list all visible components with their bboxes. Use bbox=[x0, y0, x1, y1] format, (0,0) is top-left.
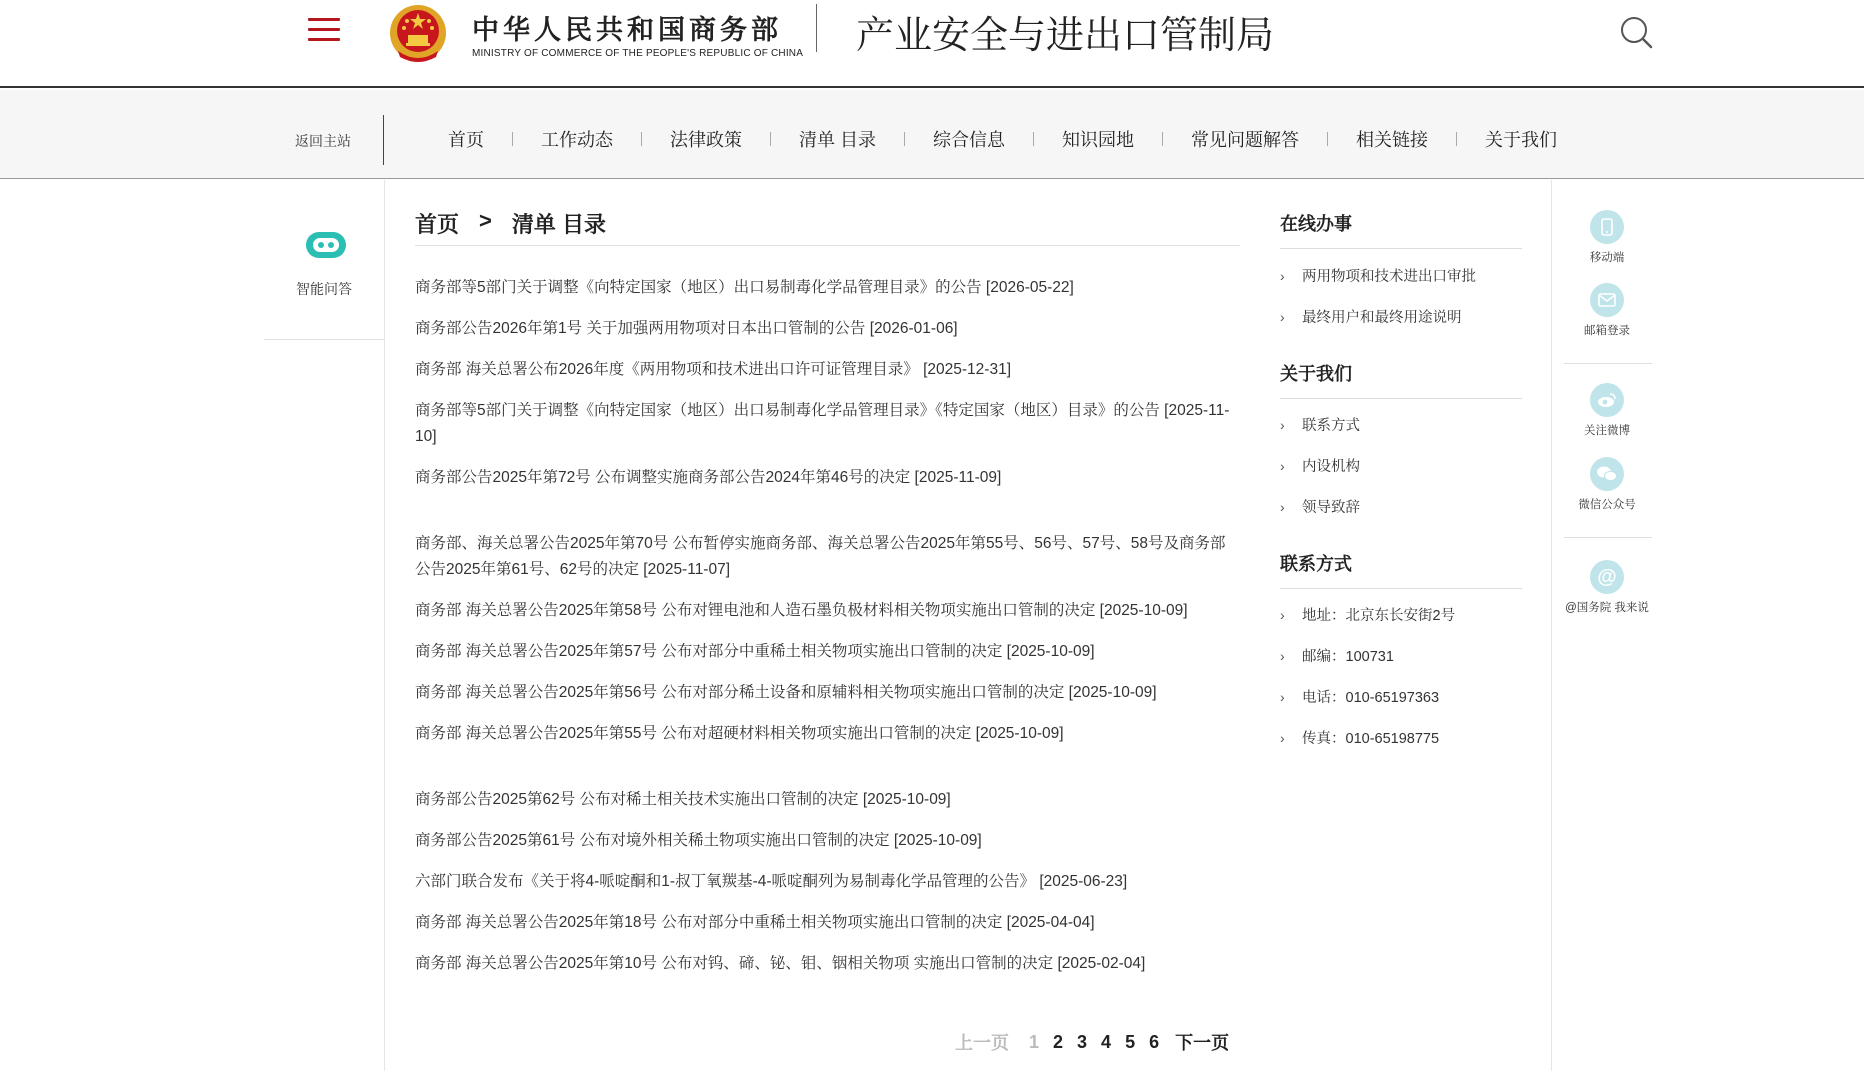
chevron-right-icon: › bbox=[1280, 458, 1285, 474]
site-header bbox=[0, 0, 1864, 88]
sidebar-title-online-services: 在线办事 bbox=[1280, 210, 1522, 249]
list-item[interactable]: 商务部公告2025年第72号 公布调整实施商务部公告2024年第46号的决定 [2025-11-09] bbox=[415, 469, 1002, 486]
list-item[interactable]: 商务部 海关总署公布2026年度《两用物项和技术进出口许可证管理目录》 [2025-12-31] bbox=[415, 361, 1011, 378]
sidebar-item-label: 最终用户和最终用途说明 bbox=[1302, 310, 1462, 326]
quick-link-separator bbox=[1564, 363, 1652, 364]
chevron-right-icon: › bbox=[1280, 648, 1285, 664]
sidebar-item-label: 电话：010-65197363 bbox=[1302, 690, 1440, 706]
list-item[interactable]: 商务部 海关总署公告2025年第10号 公布对钨、碲、铋、钼、铟相关物项 实施出口管制的决定 [2025-02-04] bbox=[415, 955, 1146, 972]
mobile-icon bbox=[1590, 210, 1624, 244]
national-emblem-icon bbox=[388, 3, 448, 65]
nav-item-about[interactable]: 关于我们 bbox=[1485, 130, 1558, 150]
sidebar-item-label: 领导致辞 bbox=[1302, 500, 1360, 516]
nav-item-links[interactable]: 相关链接 bbox=[1356, 130, 1429, 150]
nav-item-knowledge[interactable]: 知识园地 bbox=[1062, 130, 1135, 150]
chevron-right-icon: › bbox=[1280, 689, 1285, 705]
ministry-name-cn: 中华人民共和国商务部 bbox=[472, 15, 782, 46]
list-item[interactable]: 商务部等5部门关于调整《向特定国家（地区）出口易制毒化学品管理目录》《特定国家（地区）目录》的公告 [2025-11-10] bbox=[415, 402, 1230, 445]
smart-qa-label[interactable]: 智能问答 bbox=[296, 281, 352, 297]
smart-qa-panel bbox=[264, 180, 384, 340]
chevron-right-icon: › bbox=[1280, 607, 1285, 623]
quick-link-label: 移动端 bbox=[1589, 252, 1625, 264]
quick-link-mobile[interactable] bbox=[1552, 210, 1662, 265]
page-number[interactable]: 6 bbox=[1149, 1031, 1160, 1052]
chatbot-icon[interactable] bbox=[304, 230, 348, 260]
sidebar-item-label: 内设机构 bbox=[1302, 459, 1360, 475]
nav-divider bbox=[383, 115, 384, 165]
quick-link-label: 关注微博 bbox=[1584, 425, 1630, 437]
sidebar-item-dual-use-approval[interactable] bbox=[1280, 265, 1476, 286]
nav-item-faq[interactable]: 常见问题解答 bbox=[1191, 130, 1300, 150]
quick-link-state-council[interactable] bbox=[1552, 560, 1662, 615]
sidebar-item-leader-address[interactable] bbox=[1280, 496, 1360, 517]
list-item[interactable]: 商务部公告2026年第1号 关于加强两用物项对日本出口管制的公告 [2026-01-06] bbox=[415, 320, 958, 337]
chevron-right-icon: › bbox=[1280, 309, 1285, 325]
sidebar-item-fax bbox=[1280, 727, 1439, 748]
search-icon[interactable] bbox=[1618, 14, 1654, 50]
page-number[interactable]: 3 bbox=[1077, 1031, 1088, 1052]
list-item[interactable]: 商务部 海关总署公告2025年第57号 公布对部分中重稀土相关物项实施出口管制的决定 [2025-10-09] bbox=[415, 643, 1095, 660]
quick-link-label: 邮箱登录 bbox=[1584, 325, 1630, 337]
ministry-name-en: MINISTRY OF COMMERCE OF THE PEOPLE'S REPUBLIC OF CHINA bbox=[472, 48, 804, 59]
list-item[interactable]: 商务部公告2025第62号 公布对稀土相关技术实施出口管制的决定 [2025-10-09] bbox=[415, 791, 951, 808]
list-item[interactable]: 商务部 海关总署公告2025年第55号 公布对超硬材料相关物项实施出口管制的决定 [2025-10-09] bbox=[415, 725, 1064, 742]
quick-link-label: @国务院 我来说 bbox=[1565, 602, 1649, 614]
chevron-right-icon: › bbox=[1280, 499, 1285, 515]
current-page: 1 bbox=[1029, 1031, 1040, 1052]
sidebar-item-address bbox=[1280, 604, 1455, 625]
breadcrumb bbox=[415, 208, 606, 239]
breadcrumb-home[interactable]: 首页 bbox=[415, 212, 460, 237]
pagination bbox=[955, 1029, 1229, 1055]
at-icon: @ bbox=[1590, 560, 1624, 594]
nav-item-work-news[interactable]: 工作动态 bbox=[541, 130, 613, 150]
sidebar-title-contact: 联系方式 bbox=[1280, 550, 1522, 589]
nav-item-home[interactable]: 首页 bbox=[448, 130, 484, 150]
breadcrumb-underline bbox=[415, 245, 1240, 246]
sidebar-item-contact[interactable] bbox=[1280, 414, 1360, 435]
page-number[interactable]: 5 bbox=[1125, 1031, 1136, 1052]
logo-divider bbox=[816, 4, 817, 52]
page-number[interactable]: 2 bbox=[1053, 1031, 1064, 1052]
bureau-title: 产业安全与进出口管制局 bbox=[856, 13, 1275, 57]
list-item[interactable]: 商务部等5部门关于调整《向特定国家（地区）出口易制毒化学品管理目录》的公告 [2026-05-22] bbox=[415, 279, 1074, 296]
chevron-right-icon: › bbox=[1280, 417, 1285, 433]
sidebar-item-label: 传真：010-65198775 bbox=[1302, 731, 1440, 747]
nav-item-general-info[interactable]: 综合信息 bbox=[933, 130, 1006, 150]
list-item[interactable]: 商务部 海关总署公告2025年第58号 公布对锂电池和人造石墨负极材料相关物项实施出口管制的决定 [2025-10-09] bbox=[415, 602, 1188, 619]
main-nav bbox=[0, 90, 1864, 179]
chevron-right-icon: › bbox=[1280, 730, 1285, 746]
sidebar-item-label: 联系方式 bbox=[1302, 418, 1360, 434]
quick-link-label: 微信公众号 bbox=[1578, 499, 1636, 511]
quick-link-wechat[interactable] bbox=[1552, 457, 1662, 512]
next-page-button[interactable]: 下一页 bbox=[1175, 1033, 1230, 1053]
list-item[interactable]: 商务部 海关总署公告2025年第56号 公布对部分稀土设备和原辅料相关物项实施出口管制的决定 [2025-10-09] bbox=[415, 684, 1157, 701]
list-item[interactable]: 商务部 海关总署公告2025年第18号 公布对部分中重稀土相关物项实施出口管制的决定 [2025-04-04] bbox=[415, 914, 1095, 931]
wechat-icon bbox=[1590, 457, 1624, 491]
sidebar-item-phone bbox=[1280, 686, 1439, 707]
menu-icon[interactable] bbox=[308, 18, 340, 44]
nav-item-lists-catalogs[interactable]: 清单 目录 bbox=[799, 130, 877, 150]
sidebar-item-label: 两用物项和技术进出口审批 bbox=[1302, 269, 1476, 285]
sidebar-item-postcode bbox=[1280, 645, 1394, 666]
list-item[interactable]: 商务部、海关总署公告2025年第70号 公布暂停实施商务部、海关总署公告2025年第55号、56号、57号、58号及商务部公告2025年第61号、62号的决定 [2025-11-07] bbox=[415, 535, 1226, 578]
quick-link-mail[interactable] bbox=[1552, 283, 1662, 338]
sidebar-item-label: 地址：北京东长安街2号 bbox=[1302, 608, 1456, 624]
left-column-divider bbox=[384, 180, 385, 1071]
back-to-main-link[interactable]: 返回主站 bbox=[295, 133, 351, 149]
list-item[interactable]: 商务部公告2025第61号 公布对境外相关稀土物项实施出口管制的决定 [2025-10-09] bbox=[415, 832, 982, 849]
list-item[interactable]: 六部门联合发布《关于将4-哌啶酮和1-叔丁氧羰基-4-哌啶酮列为易制毒化学品管理的公告》 [2025-06-23] bbox=[415, 873, 1128, 890]
breadcrumb-current[interactable]: 清单 目录 bbox=[511, 212, 606, 237]
breadcrumb-separator: > bbox=[479, 208, 492, 233]
prev-page-button[interactable]: 上一页 bbox=[955, 1033, 1009, 1053]
nav-items bbox=[420, 126, 1585, 152]
sidebar-item-departments[interactable] bbox=[1280, 455, 1360, 476]
quick-link-weibo[interactable] bbox=[1552, 383, 1662, 438]
mail-icon bbox=[1590, 283, 1624, 317]
sidebar-item-label: 邮编：100731 bbox=[1302, 649, 1394, 665]
chevron-right-icon: › bbox=[1280, 268, 1285, 284]
page-number[interactable]: 4 bbox=[1101, 1031, 1112, 1052]
sidebar-title-about-us: 关于我们 bbox=[1280, 360, 1522, 399]
weibo-icon bbox=[1590, 383, 1624, 417]
sidebar-item-end-user-statement[interactable] bbox=[1280, 306, 1462, 327]
nav-item-laws-policies[interactable]: 法律政策 bbox=[670, 130, 742, 150]
quick-link-separator bbox=[1564, 537, 1652, 538]
